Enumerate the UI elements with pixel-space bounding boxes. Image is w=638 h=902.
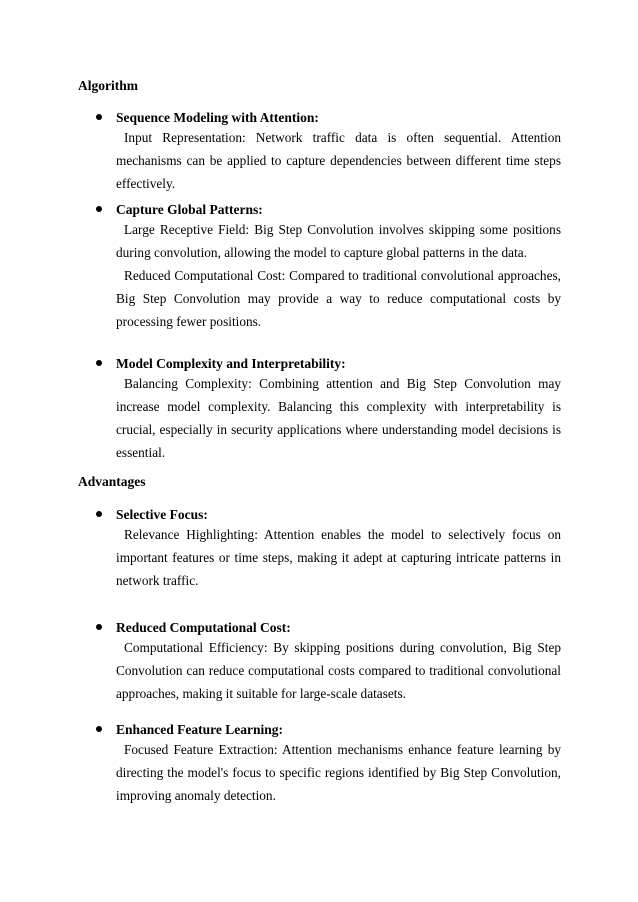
item-title: Sequence Modeling with Attention: <box>116 110 319 125</box>
bullet-icon <box>96 114 102 120</box>
bullet-icon <box>96 206 102 212</box>
item-paragraph: Balancing Complexity: Combining attention and Big Step Convolution may increase model complexity. Balancing this complexity with interpretability is crucial, especially in security applications where understanding model decisions is essential. <box>116 376 561 460</box>
item-paragraph: Computational Efficiency: By skipping positions during convolution, Big Step Convolution can reduce computational costs compared to traditional convolutional approaches, making it suitable for large-scale datasets. <box>116 640 561 701</box>
item-paragraph: Focused Feature Extraction: Attention mechanisms enhance feature learning by directing the model's focus to specific regions identified by Big Step Convolution, improving anomaly detection. <box>116 742 561 803</box>
bullet-icon <box>96 511 102 517</box>
item-paragraph: Relevance Highlighting: Attention enables the model to selectively focus on important features or time steps, making it adept at capturing intricate patterns in network traffic. <box>116 527 561 588</box>
bullet-icon <box>96 726 102 732</box>
item-paragraph: Reduced Computational Cost: Compared to traditional convolutional approaches, Big Step Convolution may provide a way to reduce computational costs by processing fewer positions. <box>116 268 561 329</box>
item-title: Reduced Computational Cost: <box>116 620 291 635</box>
algorithm-heading: Algorithm <box>78 78 138 93</box>
item-title: Capture Global Patterns: <box>116 202 263 217</box>
bullet-icon <box>96 360 102 366</box>
item-title: Selective Focus: <box>116 507 208 522</box>
advantages-heading: Advantages <box>78 474 146 489</box>
item-title: Enhanced Feature Learning: <box>116 722 284 737</box>
bullet-icon <box>96 624 102 630</box>
item-title: Model Complexity and Interpretability: <box>116 356 346 371</box>
item-paragraph: Large Receptive Field: Big Step Convolution involves skipping some positions during convolution, allowing the model to capture global patterns in the data. <box>116 222 561 260</box>
item-paragraph: Input Representation: Network traffic data is often sequential. Attention mechanisms can be applied to capture dependencies between different time steps effectively. <box>116 130 561 191</box>
